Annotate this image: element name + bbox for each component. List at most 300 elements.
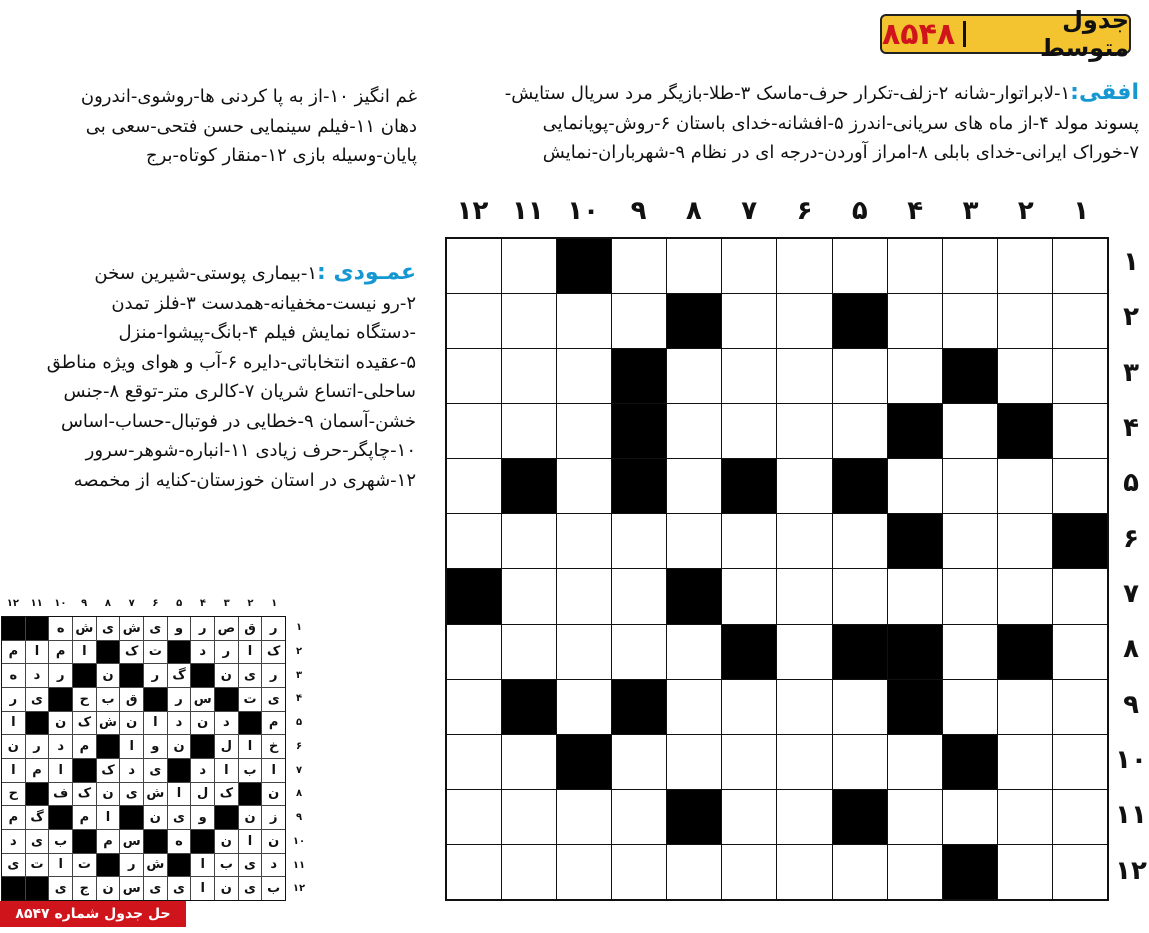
solution-letter-cell: ک: [215, 783, 238, 806]
grid-cell[interactable]: [447, 404, 501, 458]
solution-black-cell: [191, 735, 214, 758]
vertical-clue-line-6: خشن-آسمان ۹-خطایی در فوتبال-حساب-اساس: [60, 410, 416, 432]
solution-letter-cell: ل: [191, 783, 214, 806]
solution-letter-cell: د: [191, 759, 214, 782]
solution-letter-cell: ت: [26, 854, 49, 877]
grid-cell[interactable]: [943, 569, 997, 623]
solution-letter-cell: ز: [262, 806, 285, 829]
solution-row-number: ۱: [295, 622, 303, 633]
grid-cell[interactable]: [447, 680, 501, 734]
solution-letter-cell: ی: [168, 877, 191, 900]
solution-letter-cell: ا: [120, 735, 143, 758]
solution-black-cell: [49, 806, 72, 829]
grid-cell[interactable]: [557, 294, 611, 348]
grid-cell[interactable]: [1053, 569, 1107, 623]
horizontal-clue-line-5: دهان ۱۱-فیلم سینمایی حسن فتحی-سعی بی: [85, 115, 417, 137]
solution-letter-cell: د: [168, 712, 191, 735]
grid-cell[interactable]: [447, 239, 501, 293]
solution-letter-cell: ب: [49, 830, 72, 853]
column-number: ۳: [962, 196, 979, 226]
black-cell: [612, 349, 666, 403]
black-cell: [612, 404, 666, 458]
black-cell: [557, 735, 611, 789]
column-number: ۱۲: [456, 196, 489, 226]
solution-letter-cell: ک: [97, 759, 120, 782]
solution-letter-cell: ن: [2, 735, 25, 758]
grid-cell[interactable]: [447, 459, 501, 513]
solution-letter-cell: ی: [97, 617, 120, 640]
grid-cell[interactable]: [1053, 404, 1107, 458]
grid-cell[interactable]: [502, 845, 556, 899]
solution-letter-cell: ا: [97, 806, 120, 829]
solution-letter-cell: ک: [73, 712, 96, 735]
solution-grid: [1, 616, 286, 901]
grid-cell[interactable]: [447, 349, 501, 403]
solution-column-number: ۸: [104, 598, 111, 609]
grid-cell[interactable]: [1053, 845, 1107, 899]
black-cell: [722, 459, 776, 513]
solution-row-number: ۵: [295, 717, 303, 728]
solution-letter-cell: ب: [262, 877, 285, 900]
grid-cell[interactable]: [777, 680, 831, 734]
solution-letter-cell: ی: [168, 806, 191, 829]
solution-letter-cell: ه: [49, 617, 72, 640]
solution-column-number: ۳: [223, 598, 230, 609]
solution-letter-cell: س: [191, 688, 214, 711]
grid-cell[interactable]: [943, 790, 997, 844]
solution-letter-cell: ی: [144, 759, 167, 782]
horizontal-clues: [505, 78, 1139, 168]
solution-letter-cell: ا: [191, 854, 214, 877]
solution-letter-cell: م: [73, 806, 96, 829]
solution-letter-cell: ن: [97, 783, 120, 806]
grid-cell[interactable]: [833, 349, 887, 403]
horizontal-heading: افقی:: [1070, 80, 1139, 105]
grid-cell[interactable]: [998, 349, 1052, 403]
grid-cell[interactable]: [888, 845, 942, 899]
solution-letter-cell: ی: [239, 877, 262, 900]
solution-letter-cell: ش: [144, 854, 167, 877]
black-cell: [667, 569, 721, 623]
solution-letter-cell: ی: [26, 688, 49, 711]
solution-letter-cell: ن: [215, 830, 238, 853]
grid-cell[interactable]: [612, 735, 666, 789]
solution-letter-cell: د: [26, 664, 49, 687]
grid-cell[interactable]: [888, 349, 942, 403]
solution-column-number: ۱۱: [30, 598, 43, 609]
vertical-clue-line-8: ۱۲-شهری در استان خوزستان-کنایه از مخمصه: [73, 469, 416, 491]
grid-cell[interactable]: [722, 790, 776, 844]
black-cell: [833, 459, 887, 513]
grid-cell[interactable]: [502, 735, 556, 789]
solution-letter-cell: ر: [262, 664, 285, 687]
grid-cell[interactable]: [502, 404, 556, 458]
solution-letter-cell: ر: [191, 617, 214, 640]
grid-cell[interactable]: [612, 790, 666, 844]
solution-column-number: ۵: [176, 598, 183, 609]
grid-cell[interactable]: [612, 294, 666, 348]
grid-cell[interactable]: [557, 845, 611, 899]
grid-cell[interactable]: [943, 239, 997, 293]
solution-black-cell: [120, 806, 143, 829]
grid-cell[interactable]: [447, 845, 501, 899]
solution-black-cell: [49, 688, 72, 711]
solution-letter-cell: ن: [97, 877, 120, 900]
grid-cell[interactable]: [667, 680, 721, 734]
solution-letter-cell: ی: [26, 830, 49, 853]
solution-letter-cell: ک: [262, 641, 285, 664]
grid-cell[interactable]: [1053, 735, 1107, 789]
solution-black-cell: [120, 664, 143, 687]
grid-cell[interactable]: [943, 459, 997, 513]
solution-letter-cell: ل: [215, 735, 238, 758]
solution-letter-cell: ک: [73, 783, 96, 806]
vertical-clue-line-5: ساحلی-اتساع شریان ۷-کالری متر-توقع ۸-جنس: [63, 381, 416, 402]
solution-letter-cell: ب: [97, 688, 120, 711]
solution-letter-cell: ا: [26, 641, 49, 664]
grid-cell[interactable]: [722, 349, 776, 403]
grid-cell[interactable]: [777, 790, 831, 844]
vertical-clue-line-7: ۱۰-چاپگر-حرف زیادی ۱۱-انباره-شوهر-سرور: [85, 440, 416, 461]
grid-cell[interactable]: [1053, 349, 1107, 403]
horizontal-clue-line-1: افقی:۱-لابراتوار-شانه ۲-زلف-تکرار حرف-ماسک ۳-طلا-بازیگر مرد سریال ستایش-: [504, 80, 1139, 105]
column-number: ۸: [685, 196, 702, 226]
horizontal-clues-continued: [81, 82, 417, 171]
grid-cell[interactable]: [667, 735, 721, 789]
grid-cell[interactable]: [557, 790, 611, 844]
solution-row-number: ۷: [295, 764, 303, 776]
grid-cell[interactable]: [667, 459, 721, 513]
grid-cell[interactable]: [777, 404, 831, 458]
grid-cell[interactable]: [943, 514, 997, 568]
black-cell: [722, 625, 776, 679]
solution-row-number: ۱۰: [292, 835, 306, 847]
grid-cell[interactable]: [998, 735, 1052, 789]
grid-cell[interactable]: [612, 625, 666, 679]
solution-letter-cell: ا: [239, 830, 262, 853]
grid-cell[interactable]: [777, 569, 831, 623]
solution-letter-cell: ش: [144, 783, 167, 806]
black-cell: [998, 625, 1052, 679]
grid-cell[interactable]: [1053, 459, 1107, 513]
grid-cell[interactable]: [998, 294, 1052, 348]
solution-letter-cell: د: [49, 735, 72, 758]
solution-letter-cell: ق: [239, 617, 262, 640]
solution-letter-cell: ا: [168, 783, 191, 806]
grid-cell[interactable]: [888, 790, 942, 844]
grid-cell[interactable]: [722, 514, 776, 568]
grid-cell[interactable]: [557, 569, 611, 623]
black-cell: [502, 459, 556, 513]
solution-letter-cell: ن: [215, 664, 238, 687]
column-number: ۲: [1017, 196, 1034, 226]
horizontal-clue-line-6: پایان-وسیله بازی ۱۲-منقار کوتاه-برج: [145, 145, 417, 166]
solution-black-cell: [239, 712, 262, 735]
grid-cell[interactable]: [722, 239, 776, 293]
row-number: ۱: [1123, 247, 1139, 277]
column-number: ۱: [1073, 196, 1090, 226]
vertical-heading: عمـودی :: [317, 260, 416, 285]
solution-column-number: ۱۰: [54, 598, 67, 609]
grid-cell[interactable]: [998, 459, 1052, 513]
solution-black-cell: [144, 688, 167, 711]
grid-cell[interactable]: [777, 349, 831, 403]
grid-cell[interactable]: [557, 404, 611, 458]
grid-cell[interactable]: [502, 349, 556, 403]
solution-letter-cell: ا: [2, 759, 25, 782]
solution-letter-cell: ه: [168, 830, 191, 853]
solution-letter-cell: ن: [215, 877, 238, 900]
row-number: ۱۱: [1115, 800, 1147, 831]
grid-cell[interactable]: [612, 239, 666, 293]
black-cell: [1053, 514, 1107, 568]
black-cell: [667, 294, 721, 348]
solution-column-number: ۱: [271, 598, 278, 609]
solution-row-number: ۸: [295, 788, 303, 800]
grid-cell[interactable]: [612, 514, 666, 568]
solution-letter-cell: ن: [262, 783, 285, 806]
grid-cell[interactable]: [888, 294, 942, 348]
vertical-clues: [47, 258, 416, 495]
grid-cell[interactable]: [447, 625, 501, 679]
solution-letter-cell: م: [2, 641, 25, 664]
solution-black-cell: [215, 688, 238, 711]
grid-cell[interactable]: [722, 569, 776, 623]
solution-black-cell: [97, 641, 120, 664]
black-cell: [612, 680, 666, 734]
black-cell: [943, 349, 997, 403]
solution-black-cell: [97, 854, 120, 877]
solution-black-cell: [191, 664, 214, 687]
row-number: ۲: [1123, 302, 1139, 333]
solution-letter-cell: م: [49, 641, 72, 664]
grid-cell[interactable]: [777, 735, 831, 789]
solution-black-cell: [73, 759, 96, 782]
solution-letter-cell: ی: [2, 854, 25, 877]
row-number: ۶: [1123, 523, 1139, 554]
grid-cell[interactable]: [777, 514, 831, 568]
grid-cell[interactable]: [557, 349, 611, 403]
grid-cell[interactable]: [667, 239, 721, 293]
grid-cell[interactable]: [502, 239, 556, 293]
grid-cell[interactable]: [833, 569, 887, 623]
grid-cell[interactable]: [777, 294, 831, 348]
solution-letter-cell: د: [191, 641, 214, 664]
solution-letter-cell: س: [120, 830, 143, 853]
solution-letter-cell: ی: [144, 617, 167, 640]
solution-row-number: ۱۲: [292, 883, 306, 895]
vertical-clue-line-3: -دستگاه نمایش فیلم ۴-بانگ-پیشوا-منزل: [118, 322, 416, 343]
grid-cell[interactable]: [833, 239, 887, 293]
solution-letter-cell: ا: [239, 641, 262, 664]
row-number: ۴: [1123, 413, 1139, 443]
row-number: ۱۰: [1115, 745, 1147, 775]
vertical-clue-line-1: عمـودی :۱-بیماری پوستی-شیرین سخن: [94, 260, 416, 285]
grid-cell[interactable]: [888, 239, 942, 293]
puzzle-number: ۸۵۴۸: [882, 16, 956, 52]
solution-letter-cell: ر: [49, 664, 72, 687]
grid-cell[interactable]: [667, 349, 721, 403]
solution-banner: حل جدول شماره ۸۵۴۷: [0, 901, 186, 927]
grid-cell[interactable]: [557, 459, 611, 513]
grid-cell[interactable]: [667, 514, 721, 568]
solution-letter-cell: ن: [262, 830, 285, 853]
solution-letter-cell: ا: [2, 712, 25, 735]
grid-cell[interactable]: [888, 459, 942, 513]
black-cell: [833, 294, 887, 348]
puzzle-title: جدول متوسط: [1039, 6, 1129, 62]
solution-letter-cell: ش: [97, 712, 120, 735]
grid-cell[interactable]: [447, 735, 501, 789]
solution-letter-cell: ق: [120, 688, 143, 711]
column-number: ۴: [907, 196, 924, 226]
grid-cell[interactable]: [612, 845, 666, 899]
grid-cell[interactable]: [998, 680, 1052, 734]
grid-cell[interactable]: [612, 569, 666, 623]
solution-letter-cell: ی: [262, 688, 285, 711]
column-number: ۹: [630, 196, 647, 226]
grid-cell[interactable]: [998, 514, 1052, 568]
solution-letter-cell: ک: [120, 641, 143, 664]
grid-cell[interactable]: [502, 625, 556, 679]
solution-letter-cell: م: [26, 759, 49, 782]
solution-letter-cell: و: [191, 806, 214, 829]
grid-cell[interactable]: [777, 239, 831, 293]
solution-letter-cell: ت: [144, 641, 167, 664]
solution-letter-cell: ن: [144, 806, 167, 829]
grid-cell[interactable]: [888, 735, 942, 789]
grid-cell[interactable]: [447, 294, 501, 348]
row-number: ۹: [1123, 689, 1139, 720]
grid-cell[interactable]: [943, 294, 997, 348]
vertical-clue-line-4: ۵-عقیده انتخاباتی-دایره ۶-آب و هوای ویژه مناطق: [46, 351, 416, 373]
row-number: ۳: [1123, 357, 1139, 388]
solution-letter-cell: ر: [262, 617, 285, 640]
solution-letter-cell: گ: [168, 664, 191, 687]
title-divider: [963, 21, 966, 47]
solution-black-cell: [73, 830, 96, 853]
solution-column-number: ۹: [81, 598, 88, 609]
horizontal-clue-line-3: ۷-خوراک ایرانی-خدای بابلی ۸-امراز آوردن-درجه ای در نظام ۹-شهرباران-نمایش: [542, 142, 1139, 163]
grid-cell[interactable]: [447, 790, 501, 844]
grid-cell[interactable]: [667, 625, 721, 679]
solution-letter-cell: ا: [262, 759, 285, 782]
solution-letter-cell: م: [73, 735, 96, 758]
horizontal-clue-line-4: غم انگیز ۱۰-از به پا کردنی ها-روشوی-اندرون: [80, 86, 417, 107]
solution-letter-cell: ی: [120, 783, 143, 806]
grid-cell[interactable]: [722, 404, 776, 458]
grid-cell[interactable]: [447, 514, 501, 568]
grid-cell[interactable]: [1053, 294, 1107, 348]
solution-letter-cell: م: [2, 806, 25, 829]
row-number: ۱۲: [1115, 855, 1147, 886]
grid-cell[interactable]: [943, 625, 997, 679]
solution-black-cell: [168, 759, 191, 782]
grid-cell[interactable]: [998, 569, 1052, 623]
grid-cell[interactable]: [1053, 239, 1107, 293]
grid-cell[interactable]: [833, 680, 887, 734]
solution-letter-cell: ا: [73, 641, 96, 664]
grid-cell[interactable]: [833, 514, 887, 568]
grid-cell[interactable]: [777, 459, 831, 513]
black-cell: [667, 790, 721, 844]
grid-cell[interactable]: [722, 735, 776, 789]
column-number: ۷: [741, 196, 758, 226]
solution-letter-cell: د: [2, 830, 25, 853]
grid-cell[interactable]: [888, 569, 942, 623]
grid-cell[interactable]: [557, 625, 611, 679]
solution-letter-cell: ی: [49, 877, 72, 900]
grid-cell[interactable]: [998, 845, 1052, 899]
grid-cell[interactable]: [722, 845, 776, 899]
solution-letter-cell: ن: [239, 806, 262, 829]
solution-letter-cell: ا: [191, 877, 214, 900]
vertical-clue-line-2: ۲-رو نیست-مخفیانه-همدست ۳-فلز تمدن: [111, 292, 416, 314]
solution-letter-cell: د: [215, 712, 238, 735]
solution-letter-cell: ح: [73, 688, 96, 711]
grid-cell[interactable]: [998, 790, 1052, 844]
black-cell: [833, 625, 887, 679]
grid-cell[interactable]: [943, 404, 997, 458]
grid-cell[interactable]: [833, 735, 887, 789]
column-number: ۱۰: [567, 196, 600, 226]
black-cell: [998, 404, 1052, 458]
grid-cell[interactable]: [502, 790, 556, 844]
grid-cell[interactable]: [1053, 625, 1107, 679]
grid-cell[interactable]: [1053, 680, 1107, 734]
solution-letter-cell: ن: [120, 712, 143, 735]
grid-cell[interactable]: [833, 404, 887, 458]
solution-letter-cell: ب: [239, 759, 262, 782]
grid-cell[interactable]: [722, 680, 776, 734]
grid-cell[interactable]: [557, 514, 611, 568]
grid-cell[interactable]: [502, 569, 556, 623]
solution-letter-cell: و: [144, 735, 167, 758]
black-cell: [557, 239, 611, 293]
grid-cell[interactable]: [502, 514, 556, 568]
solution-column-number: ۲: [247, 598, 254, 609]
grid-cell[interactable]: [557, 680, 611, 734]
grid-cell[interactable]: [667, 845, 721, 899]
grid-cell[interactable]: [722, 294, 776, 348]
solution-letter-cell: ر: [2, 688, 25, 711]
grid-cell[interactable]: [667, 404, 721, 458]
grid-cell[interactable]: [998, 239, 1052, 293]
solution-black-cell: [215, 806, 238, 829]
solution-letter-cell: ی: [239, 664, 262, 687]
grid-cell[interactable]: [833, 845, 887, 899]
grid-cell[interactable]: [777, 625, 831, 679]
grid-cell[interactable]: [502, 294, 556, 348]
solution-letter-cell: ر: [144, 664, 167, 687]
solution-letter-cell: ش: [120, 617, 143, 640]
solution-letter-cell: ت: [239, 688, 262, 711]
solution-row-number: ۴: [295, 693, 303, 705]
solution-letter-cell: و: [168, 617, 191, 640]
grid-cell[interactable]: [943, 680, 997, 734]
solution-letter-cell: ت: [73, 854, 96, 877]
grid-cell[interactable]: [1053, 790, 1107, 844]
solution-black-cell: [239, 783, 262, 806]
horizontal-clue-line-2: پسوند مولد ۴-از ماه های سریانی-اندرز ۵-افشانه-خدای باستان ۶-روش-پویانمایی: [542, 112, 1139, 134]
solution-letter-cell: ن: [49, 712, 72, 735]
grid-cell[interactable]: [777, 845, 831, 899]
column-number: ۵: [851, 196, 868, 226]
solution-letter-cell: ح: [2, 783, 25, 806]
black-cell: [888, 625, 942, 679]
solution-black-cell: [168, 854, 191, 877]
black-cell: [447, 569, 501, 623]
